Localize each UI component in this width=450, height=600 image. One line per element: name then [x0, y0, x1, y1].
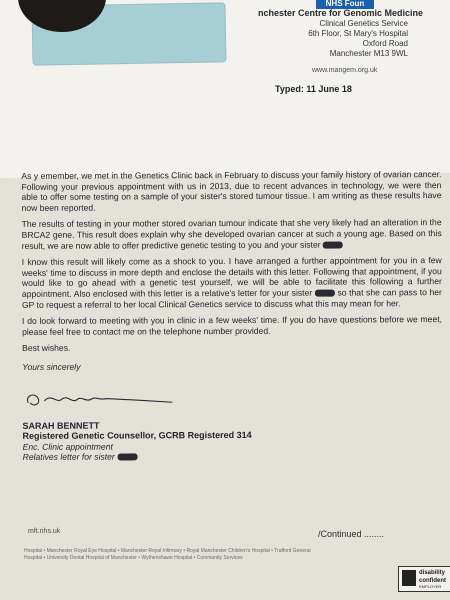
disability-confident-logo: [398, 566, 450, 592]
paragraph-3-text-end: so that she can pass to her GP to request a referral to her local Clinical Genetics service to discuss what this may mean for her.: [21, 287, 442, 310]
paragraph-4: I do look forward to meeting with you in clinic in a few weeks' time. If you do have questions before we meet, please feel free to contact me on the telephone number provided.: [21, 314, 443, 337]
address-block: [308, 19, 408, 59]
enclosure-2: [23, 450, 443, 462]
continued-marker: /Continued ........: [318, 529, 385, 539]
best-wishes: Best wishes.: [22, 343, 71, 354]
paragraph-3: [22, 255, 442, 310]
sender-title: Registered Genetic Counsellor, GCRB Registered 314: [22, 430, 252, 442]
logo-text: disability confident: [419, 570, 446, 584]
enclosure-1: Enc. Clinic appointment: [22, 441, 113, 452]
nhs-logo: NHS Foun: [316, 0, 374, 9]
website: www.mangem.org.uk: [312, 67, 378, 74]
sender-name: SARAH BENNETT: [22, 420, 100, 431]
letter-body: [21, 169, 442, 463]
typed-date: Typed: 11 June 18: [275, 84, 352, 94]
address-line: Clinical Genetics Service: [319, 19, 408, 28]
redaction-scribble: [323, 241, 343, 248]
redaction-scribble: [117, 454, 137, 461]
signature: [22, 385, 442, 411]
signature-icon: [22, 386, 182, 411]
paragraph-2-text: The results of testing in your mother stored ovarian tumour indicate that she very likely had an alteration in the BRCA2 gene. This result does explain why she developed ovarian cancer at such a young age. Based on this result, we are now able to offer predictive genetic testing to you and your sister: [21, 217, 442, 251]
redaction-scribble: [315, 289, 335, 296]
logo-subtext: EMPLOYER: [419, 584, 442, 589]
paragraph-2: [22, 217, 442, 251]
disability-confident-icon: [402, 570, 416, 586]
paragraph-1: As y emember, we met in the Genetics Clinic back in February to discuss your family history of ovarian cancer. Following your previous appointment with us in 2013, due to recent advances in technology, we were then able to offer some testing on a sample of your sister's stored tumour tissue. I am writing as these results have now been reported.: [21, 169, 442, 213]
footer-website: mft.nhs.uk: [28, 528, 61, 535]
address-line: Manchester M13 9WL: [329, 49, 408, 58]
address-line: 6th Floor, St Mary's Hospital: [308, 29, 408, 38]
address-line: Oxford Road: [362, 39, 408, 48]
footer-hospital-list: Hospital • Manchester Royal Eye Hospital • Manchester Royal Infirmary • Royal Manchester Children's Hospital • Trafford General Hospital • University Dental Hospital of Manchester • Wythenshawe Hospital • Community Services: [24, 548, 311, 561]
yours-sincerely: Yours sincerely: [22, 361, 81, 372]
paragraph-3-text: I know this result will likely come as a shock to you. I have arranged a further appointment for you in a few weeks' time to discuss in more depth and enclose the details with this letter. Following that appointment, if you would like to go ahead with a genetic test yourself, we will be able to facilitate this following a further appointment. Also enclosed with this letter is a relative's letter for your sister: [21, 255, 442, 299]
enclosure-2-text: Relatives letter for sister: [22, 451, 115, 463]
centre-name: nchester Centre for Genomic Medicine: [258, 8, 424, 18]
